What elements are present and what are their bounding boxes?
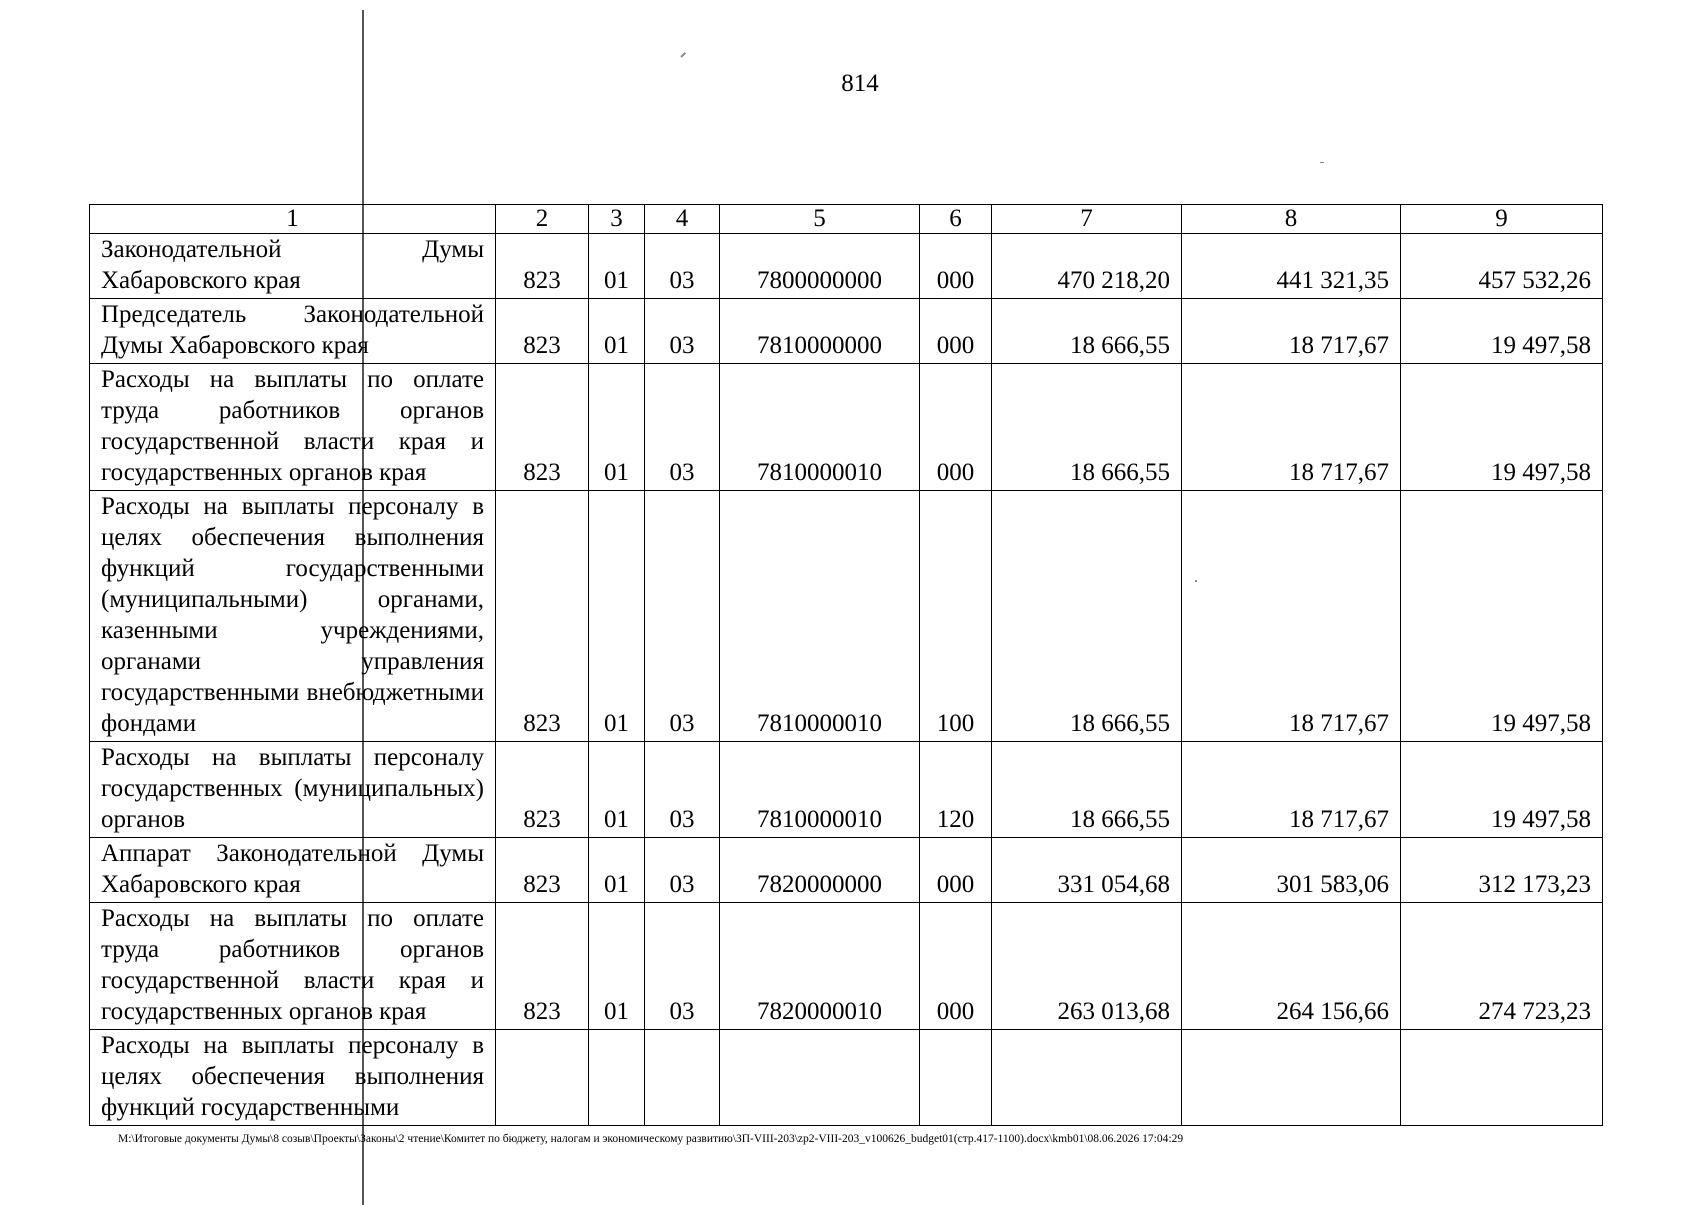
column-header: 9 [1401, 205, 1603, 234]
amount-cell: 19 497,58 [1401, 364, 1603, 491]
code-admin-cell: 823 [496, 364, 589, 491]
code-admin-cell: 823 [496, 903, 589, 1030]
amount-cell: 18 717,67 [1182, 299, 1401, 364]
row-name-cell: Аппарат Законодательной Думы Хабаровского края [90, 838, 496, 903]
code-section-cell: 01 [589, 299, 645, 364]
column-header: 6 [920, 205, 992, 234]
code-expense-type-cell: 000 [920, 299, 992, 364]
budget-table [89, 204, 1603, 1126]
code-subsection-cell: 03 [645, 299, 720, 364]
amount-cell: 263 013,68 [992, 903, 1182, 1030]
table-row [90, 299, 1603, 364]
code-target-cell: 7820000010 [720, 903, 920, 1030]
code-target-cell: 7810000000 [720, 299, 920, 364]
code-subsection-cell: 03 [645, 903, 720, 1030]
code-target-cell: 7810000010 [720, 491, 920, 742]
code-expense-type-cell: 120 [920, 742, 992, 838]
code-admin-cell: 823 [496, 491, 589, 742]
column-header: 5 [720, 205, 920, 234]
amount-cell [1182, 1030, 1401, 1126]
code-admin-cell: 823 [496, 234, 589, 299]
row-name-cell: Расходы на выплаты персоналу государственных (муниципальных) органов [90, 742, 496, 838]
code-subsection-cell: 03 [645, 491, 720, 742]
column-header: 1 [90, 205, 496, 234]
amount-cell: 18 666,55 [992, 299, 1182, 364]
column-header: 4 [645, 205, 720, 234]
amount-cell [992, 1030, 1182, 1126]
row-name-cell: Расходы на выплаты по оплате труда работников органов государственной власти края и государственных органов края [90, 903, 496, 1030]
code-subsection-cell [645, 1030, 720, 1126]
amount-cell: 301 583,06 [1182, 838, 1401, 903]
amount-cell: 457 532,26 [1401, 234, 1603, 299]
code-section-cell: 01 [589, 742, 645, 838]
code-admin-cell: 823 [496, 838, 589, 903]
table-row [90, 1030, 1603, 1126]
table-row [90, 491, 1603, 742]
code-expense-type-cell: 100 [920, 491, 992, 742]
table-row [90, 903, 1603, 1030]
code-expense-type-cell: 000 [920, 234, 992, 299]
amount-cell: 441 321,35 [1182, 234, 1401, 299]
amount-cell: 312 173,23 [1401, 838, 1603, 903]
amount-cell [1401, 1030, 1603, 1126]
scan-speck [1320, 162, 1324, 163]
code-subsection-cell: 03 [645, 234, 720, 299]
amount-cell: 331 054,68 [992, 838, 1182, 903]
amount-cell: 19 497,58 [1401, 299, 1603, 364]
page-number: 814 [841, 70, 879, 97]
row-name-cell: Расходы на выплаты персоналу в целях обеспечения выполнения функций государственными (муниципальными) органами, казенными учреждениями, органами управления государственными внебюджетными фондами [90, 491, 496, 742]
amount-cell: 18 666,55 [992, 742, 1182, 838]
table-row [90, 742, 1603, 838]
table-header-row [90, 205, 1603, 234]
code-admin-cell [496, 1030, 589, 1126]
amount-cell: 18 717,67 [1182, 364, 1401, 491]
code-subsection-cell: 03 [645, 364, 720, 491]
code-section-cell [589, 1030, 645, 1126]
code-target-cell: 7820000000 [720, 838, 920, 903]
amount-cell: 18 666,55 [992, 491, 1182, 742]
code-subsection-cell: 03 [645, 838, 720, 903]
column-header: 2 [496, 205, 589, 234]
amount-cell: 18 666,55 [992, 364, 1182, 491]
code-section-cell: 01 [589, 364, 645, 491]
row-name-cell: Председатель Законодательной Думы Хабаровского края [90, 299, 496, 364]
code-admin-cell: 823 [496, 742, 589, 838]
row-name-cell: Законодательной Думы Хабаровского края [90, 234, 496, 299]
code-expense-type-cell: 000 [920, 364, 992, 491]
code-expense-type-cell: 000 [920, 903, 992, 1030]
code-section-cell: 01 [589, 838, 645, 903]
code-target-cell: 7800000000 [720, 234, 920, 299]
table-row [90, 364, 1603, 491]
code-section-cell: 01 [589, 491, 645, 742]
code-expense-type-cell: 000 [920, 838, 992, 903]
scan-speck [680, 52, 685, 57]
code-target-cell: 7810000010 [720, 364, 920, 491]
row-name-cell: Расходы на выплаты по оплате труда работников органов государственной власти края и государственных органов края [90, 364, 496, 491]
amount-cell: 470 218,20 [992, 234, 1182, 299]
code-section-cell: 01 [589, 903, 645, 1030]
amount-cell: 19 497,58 [1401, 742, 1603, 838]
amount-cell: 274 723,23 [1401, 903, 1603, 1030]
row-name-cell: Расходы на выплаты персоналу в целях обеспечения выполнения функций государственными [90, 1030, 496, 1126]
code-expense-type-cell [920, 1030, 992, 1126]
document-file-path: M:\Итоговые документы Думы\8 созыв\Проекты\Законы\2 чтение\Комитет по бюджету, налогам и экономическому развитию\ЗП-VIII-203\zp2-VIII-203_v100626_budget01(стр.417-1100).docx\kmb01\08.06.2026 17:04:29 [118, 1133, 1184, 1145]
code-target-cell: 7810000010 [720, 742, 920, 838]
code-subsection-cell: 03 [645, 742, 720, 838]
column-header: 8 [1182, 205, 1401, 234]
amount-cell: 18 717,67 [1182, 742, 1401, 838]
code-admin-cell: 823 [496, 299, 589, 364]
amount-cell: 19 497,58 [1401, 491, 1603, 742]
code-target-cell [720, 1030, 920, 1126]
table-row [90, 838, 1603, 903]
table-row [90, 234, 1603, 299]
column-header: 3 [589, 205, 645, 234]
column-header: 7 [992, 205, 1182, 234]
amount-cell: 264 156,66 [1182, 903, 1401, 1030]
code-section-cell: 01 [589, 234, 645, 299]
amount-cell: 18 717,67 [1182, 491, 1401, 742]
